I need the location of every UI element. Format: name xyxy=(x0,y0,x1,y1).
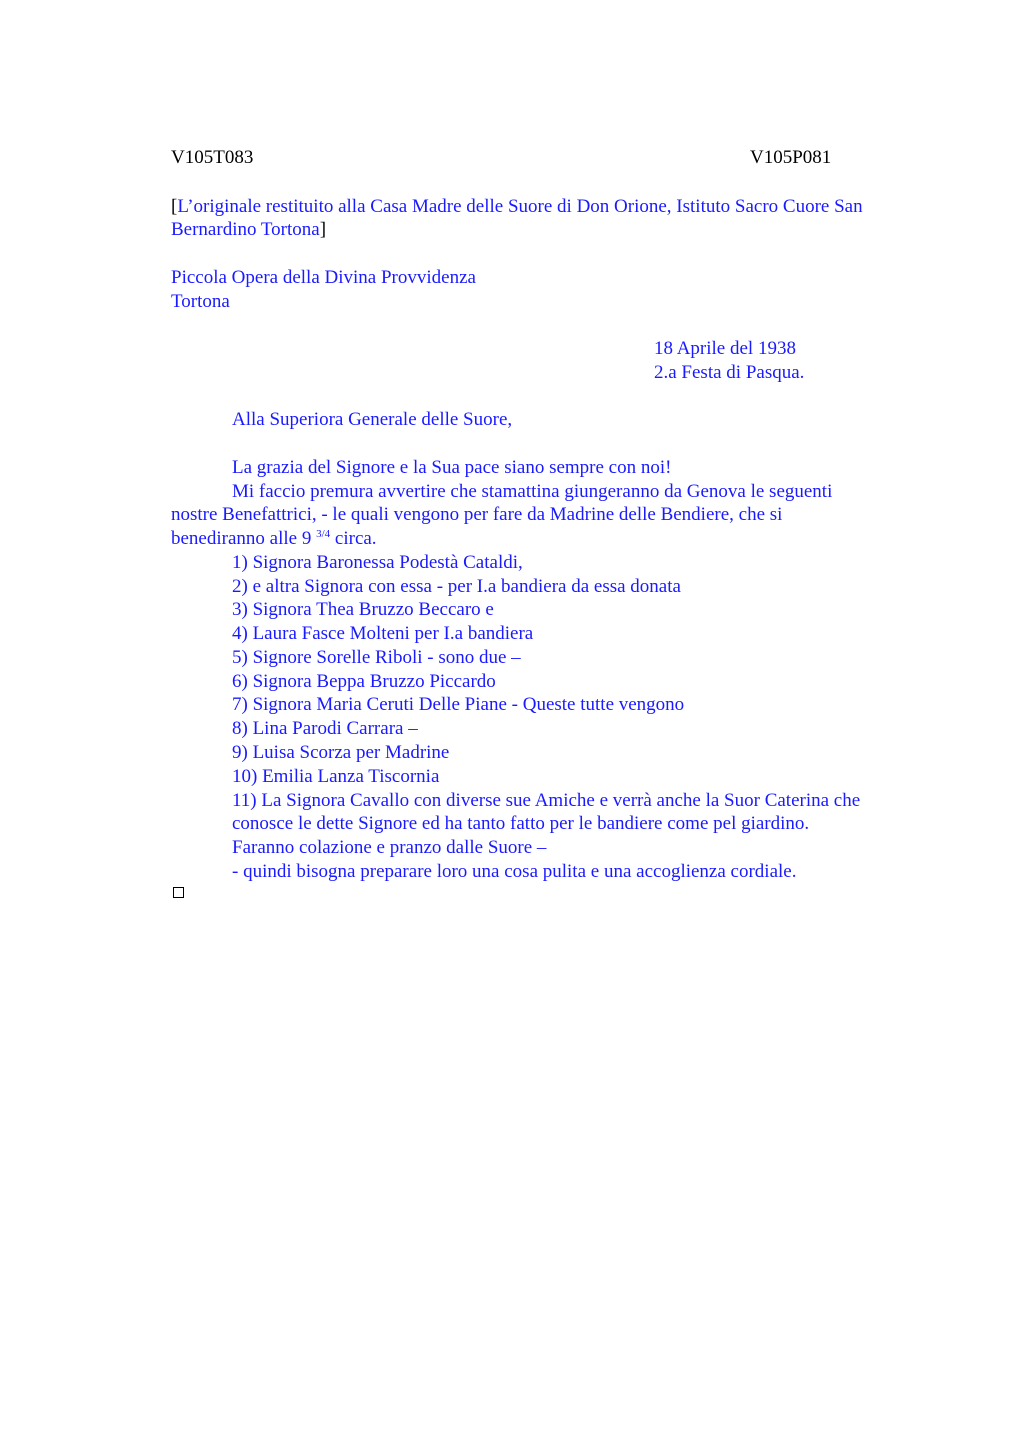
list-item: 7) Signora Maria Ceruti Delle Piane - Queste tutte vengono xyxy=(232,694,685,715)
list-item: 2) e altra Signora con essa - per I.a bandiera da essa donata xyxy=(232,576,681,597)
archive-note-close-bracket: ] xyxy=(319,219,327,240)
list-item: 3) Signora Thea Bruzzo Beccaro e xyxy=(232,599,494,620)
body-paragraph-line-1: Mi faccio premura avvertire che stamattina giungeranno da Genova le seguenti xyxy=(232,481,833,502)
list-item: 6) Signora Beppa Bruzzo Piccardo xyxy=(232,671,496,692)
list-item: 8) Lina Parodi Carrara – xyxy=(232,718,418,739)
body-paragraph-time: benediranno alle 9 xyxy=(171,528,317,549)
list-item: 11) La Signora Cavallo con diverse sue Amiche e verrà anche la Suor Caterina che xyxy=(232,790,861,811)
greeting: La grazia del Signore e la Sua pace siano sempre con noi! xyxy=(232,457,672,478)
letterhead-organization: Piccola Opera della Divina Provvidenza xyxy=(171,267,476,288)
letterhead-city: Tortona xyxy=(171,291,230,312)
list-item: 1) Signora Baronessa Podestà Cataldi, xyxy=(232,552,523,573)
archive-note-text-1: L’originale restituito alla Casa Madre delle Suore di Don Orione, Istituto Sacro Cuore San xyxy=(177,196,863,217)
body-paragraph-end: circa. xyxy=(330,528,377,549)
body-paragraph-line-3 xyxy=(171,527,377,551)
list-item: 9) Luisa Scorza per Madrine xyxy=(232,742,450,763)
letter-date: 18 Aprile del 1938 xyxy=(654,338,796,359)
list-item: 4) Laura Fasce Molteni per I.a bandiera xyxy=(232,623,534,644)
list-item-continuation: conosce le dette Signore ed ha tanto fatto per le bandiere come pel giardino. xyxy=(232,813,810,834)
closing-line-1: Faranno colazione e pranzo dalle Suore – xyxy=(232,837,547,858)
document-code-left: V105T083 xyxy=(171,147,254,168)
empty-box-icon xyxy=(173,887,184,898)
salutation: Alla Superiora Generale delle Suore, xyxy=(232,409,513,430)
time-fraction: 3/4 xyxy=(316,528,331,540)
archive-note-open-bracket: [ xyxy=(171,196,178,217)
body-paragraph-line-2: nostre Benefattrici, - le quali vengono per fare da Madrine delle Bendiere, che si xyxy=(171,504,783,525)
archive-note-text-2: Bernardino Tortona xyxy=(171,219,320,240)
letter-feast-day: 2.a Festa di Pasqua. xyxy=(654,362,805,383)
document-code-right: V105P081 xyxy=(750,147,832,168)
list-item: 10) Emilia Lanza Tiscornia xyxy=(232,766,440,787)
archive-note-line-1 xyxy=(171,195,863,219)
list-item: 5) Signore Sorelle Riboli - sono due – xyxy=(232,647,521,668)
archive-note-line-2 xyxy=(171,218,326,242)
closing-line-2: - quindi bisogna preparare loro una cosa pulita e una accoglienza cordiale. xyxy=(232,861,797,882)
document-page xyxy=(171,0,931,1450)
